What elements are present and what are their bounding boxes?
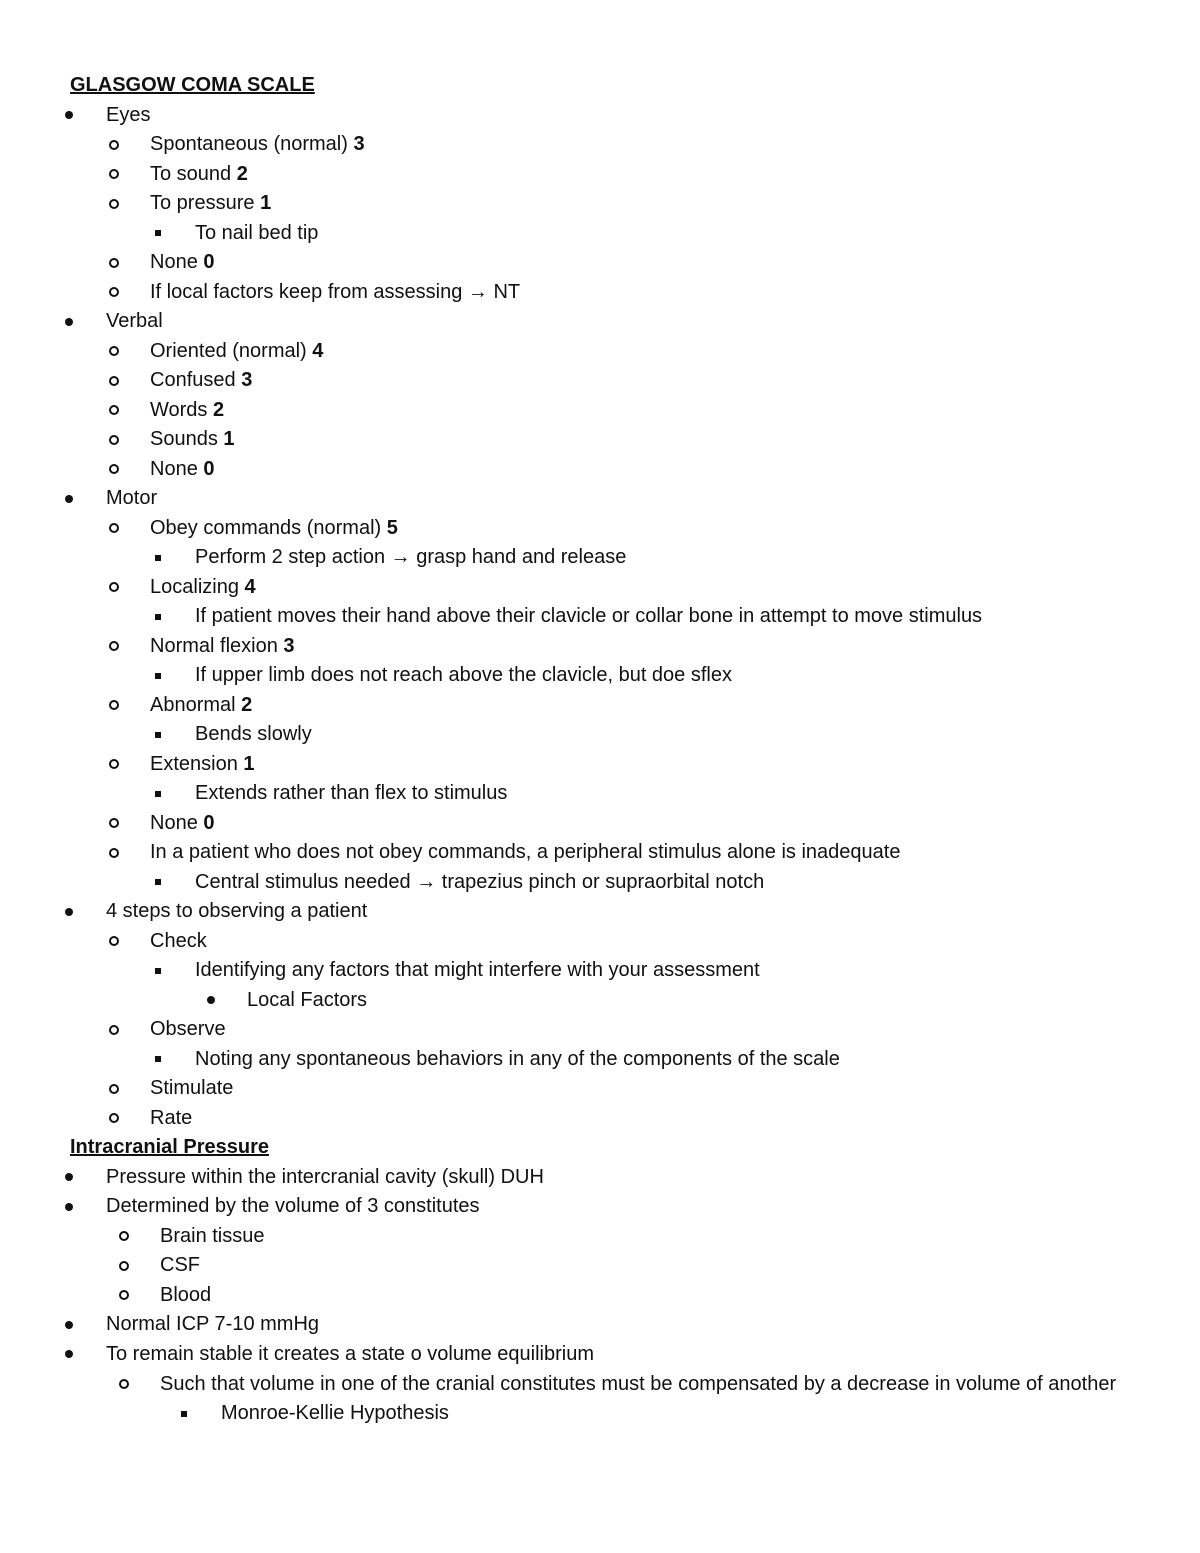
item-label: Oriented (normal) bbox=[150, 339, 307, 362]
list-item-text bbox=[0, 1310, 1200, 1340]
item-label: Words bbox=[150, 398, 208, 421]
item-label: Brain tissue bbox=[160, 1224, 265, 1247]
list-item bbox=[0, 248, 1200, 278]
list-item-text bbox=[0, 189, 1200, 219]
list-item-text bbox=[0, 248, 1200, 278]
score-value: 1 bbox=[260, 192, 272, 214]
list-item-text bbox=[0, 956, 1200, 986]
list-item bbox=[0, 1074, 1200, 1104]
item-label: 4 steps to observing a patient bbox=[106, 900, 368, 922]
item-label: Normal ICP 7-10 mmHg bbox=[106, 1313, 320, 1335]
bullet-circle-icon bbox=[117, 1251, 131, 1281]
list-item bbox=[0, 632, 1200, 662]
item-label: In a patient who does not obey commands, a peripheral stimulus alone is inadequate bbox=[150, 841, 901, 863]
list-item-text bbox=[0, 1074, 1200, 1104]
section-heading: Intracranial Pressure bbox=[70, 1136, 269, 1158]
bullet-circle-icon bbox=[107, 632, 121, 662]
list-item bbox=[0, 1369, 1200, 1399]
score-value: 4 bbox=[312, 339, 324, 362]
bullet-circle-icon bbox=[107, 425, 121, 455]
bullet-circle-icon bbox=[107, 248, 121, 278]
bullet-square-icon bbox=[151, 602, 165, 632]
list-item bbox=[0, 602, 1200, 632]
item-label: Blood bbox=[160, 1283, 212, 1306]
list-item-text bbox=[0, 130, 1200, 160]
item-label: Sounds bbox=[150, 428, 218, 450]
item-label: Verbal bbox=[106, 310, 163, 332]
item-label: Noting any spontaneous behaviors in any of the components of the scale bbox=[195, 1047, 840, 1070]
list-item bbox=[0, 868, 1200, 898]
item-label: Central stimulus needed → trapezius pinch or supraorbital notch bbox=[195, 870, 765, 893]
list-item-text bbox=[0, 514, 1200, 544]
list-item bbox=[0, 1251, 1200, 1281]
item-label: None bbox=[150, 251, 198, 273]
bullet-circle-icon bbox=[107, 750, 121, 780]
list-item bbox=[0, 779, 1200, 809]
list-item-text bbox=[0, 868, 1200, 898]
list-item-text bbox=[0, 779, 1200, 809]
bullet-circle-icon bbox=[107, 396, 121, 426]
list-item bbox=[0, 101, 1200, 131]
list-item bbox=[0, 514, 1200, 544]
item-label: Perform 2 step action → grasp hand and release bbox=[195, 546, 627, 568]
list-item bbox=[0, 1104, 1200, 1134]
bullet-disc-icon bbox=[62, 1192, 76, 1222]
item-label: Extends rather than flex to stimulus bbox=[195, 782, 508, 804]
item-label: Check bbox=[150, 929, 207, 952]
list-item-text bbox=[0, 1281, 1200, 1311]
list-item bbox=[0, 956, 1200, 986]
item-label: If patient moves their hand above their clavicle or collar bone in attempt to move stimulus bbox=[195, 605, 983, 627]
bullet-disc-icon bbox=[62, 307, 76, 337]
list-item bbox=[0, 130, 1200, 160]
score-value: 0 bbox=[203, 811, 215, 834]
bullet-square-icon bbox=[151, 779, 165, 809]
item-label: Such that volume in one of the cranial constitutes must be compensated by a decrease in volume of another bbox=[160, 1373, 1117, 1395]
list-item bbox=[0, 661, 1200, 691]
bullet-circle-icon bbox=[107, 337, 121, 367]
list-item-text bbox=[0, 691, 1200, 721]
score-value: 2 bbox=[241, 693, 253, 716]
bullet-circle-icon bbox=[107, 130, 121, 160]
list-item bbox=[0, 455, 1200, 485]
bullet-circle-icon bbox=[117, 1281, 131, 1311]
item-label: Motor bbox=[106, 487, 158, 509]
section-heading: GLASGOW COMA SCALE bbox=[70, 74, 315, 96]
list-item-text bbox=[0, 1163, 1200, 1193]
list-item-text bbox=[0, 278, 1200, 308]
bullet-disc-icon bbox=[62, 101, 76, 131]
item-label: Spontaneous (normal) bbox=[150, 133, 348, 155]
list-item-text bbox=[0, 897, 1200, 927]
list-item bbox=[0, 543, 1200, 573]
list-item-text bbox=[0, 366, 1200, 396]
document-page bbox=[0, 71, 1200, 1429]
list-item-text bbox=[0, 219, 1200, 249]
list-item-text bbox=[0, 484, 1200, 514]
bullet-circle-icon bbox=[107, 160, 121, 190]
list-item bbox=[0, 1045, 1200, 1075]
item-label: If local factors keep from assessing → NT bbox=[150, 280, 521, 303]
list-item bbox=[0, 1399, 1200, 1429]
list-item-text bbox=[0, 573, 1200, 603]
bullet-disc-icon bbox=[62, 1163, 76, 1193]
bullet-circle-icon bbox=[107, 838, 121, 868]
item-label: Localizing bbox=[150, 575, 239, 598]
list-item-text bbox=[0, 838, 1200, 868]
score-value: 4 bbox=[244, 575, 256, 598]
list-item bbox=[0, 337, 1200, 367]
item-label: Local Factors bbox=[247, 988, 368, 1011]
item-label: None bbox=[150, 811, 198, 834]
list-item-text bbox=[0, 986, 1200, 1016]
list-item-text bbox=[0, 927, 1200, 957]
list-item bbox=[0, 1310, 1200, 1340]
bullet-circle-icon bbox=[107, 927, 121, 957]
list-item-text bbox=[0, 396, 1200, 426]
score-value: 2 bbox=[236, 162, 248, 185]
list-item-text bbox=[0, 455, 1200, 485]
item-label: Confused bbox=[150, 369, 236, 391]
bullet-square-icon bbox=[151, 956, 165, 986]
list-item bbox=[0, 278, 1200, 308]
score-value: 0 bbox=[203, 457, 215, 480]
list-item bbox=[0, 307, 1200, 337]
list-item bbox=[0, 160, 1200, 190]
list-item-text bbox=[0, 1340, 1200, 1370]
score-value: 1 bbox=[243, 752, 255, 775]
bullet-disc-icon bbox=[204, 986, 218, 1016]
item-label: To pressure bbox=[150, 192, 255, 214]
list-item bbox=[0, 927, 1200, 957]
list-item-text bbox=[0, 750, 1200, 780]
list-item-text bbox=[0, 632, 1200, 662]
score-value: 0 bbox=[203, 251, 215, 273]
list-item-text bbox=[0, 720, 1200, 750]
score-value: 1 bbox=[223, 428, 235, 450]
score-value: 3 bbox=[283, 634, 295, 657]
item-label: Determined by the volume of 3 constitutes bbox=[106, 1195, 480, 1217]
item-label: Observe bbox=[150, 1018, 226, 1040]
item-label: If upper limb does not reach above the clavicle, but doe sflex bbox=[195, 664, 732, 686]
list-item-text bbox=[0, 809, 1200, 839]
bullet-circle-icon bbox=[117, 1369, 131, 1399]
bullet-circle-icon bbox=[107, 455, 121, 485]
bullet-square-icon bbox=[177, 1399, 191, 1429]
item-label: Pressure within the intercranial cavity (skull) DUH bbox=[106, 1165, 544, 1188]
bullet-square-icon bbox=[151, 543, 165, 573]
bullet-square-icon bbox=[151, 219, 165, 249]
list-item-text bbox=[0, 1015, 1200, 1045]
list-item bbox=[0, 1281, 1200, 1311]
bullet-circle-icon bbox=[117, 1222, 131, 1252]
bullet-circle-icon bbox=[107, 691, 121, 721]
list-item bbox=[0, 366, 1200, 396]
item-label: CSF bbox=[160, 1254, 200, 1276]
score-value: 3 bbox=[353, 133, 365, 155]
list-item bbox=[0, 720, 1200, 750]
list-item bbox=[0, 809, 1200, 839]
bullet-circle-icon bbox=[107, 366, 121, 396]
bullet-square-icon bbox=[151, 868, 165, 898]
bullet-disc-icon bbox=[62, 897, 76, 927]
list-item bbox=[0, 219, 1200, 249]
list-item-text bbox=[0, 1251, 1200, 1281]
list-item-text bbox=[0, 1192, 1200, 1222]
item-label: Abnormal bbox=[150, 693, 236, 716]
list-item-text bbox=[0, 602, 1200, 632]
list-item bbox=[0, 484, 1200, 514]
list-item-text bbox=[0, 1104, 1200, 1134]
list-item bbox=[0, 1192, 1200, 1222]
list-item-text bbox=[0, 337, 1200, 367]
item-label: Stimulate bbox=[150, 1077, 234, 1099]
bullet-circle-icon bbox=[107, 514, 121, 544]
list-item bbox=[0, 838, 1200, 868]
item-label: Normal flexion bbox=[150, 634, 278, 657]
item-label: Eyes bbox=[106, 103, 151, 126]
list-item bbox=[0, 986, 1200, 1016]
bullet-circle-icon bbox=[107, 1104, 121, 1134]
item-label: To sound bbox=[150, 162, 232, 185]
list-item bbox=[0, 425, 1200, 455]
list-item-text bbox=[0, 1222, 1200, 1252]
bullet-circle-icon bbox=[107, 1074, 121, 1104]
list-item bbox=[0, 396, 1200, 426]
item-label: None bbox=[150, 457, 198, 480]
list-item bbox=[0, 691, 1200, 721]
bullet-disc-icon bbox=[62, 484, 76, 514]
item-label: Obey commands (normal) bbox=[150, 516, 387, 539]
bullet-circle-icon bbox=[107, 189, 121, 219]
list-item bbox=[0, 1163, 1200, 1193]
item-label: Identifying any factors that might interfere with your assessment bbox=[195, 959, 760, 981]
item-label: Rate bbox=[150, 1106, 193, 1129]
bullet-circle-icon bbox=[107, 809, 121, 839]
item-label: Monroe-Kellie Hypothesis bbox=[221, 1402, 449, 1424]
list-item-text bbox=[0, 543, 1200, 573]
bullet-circle-icon bbox=[107, 1015, 121, 1045]
list-item-text bbox=[0, 101, 1200, 131]
score-value: 3 bbox=[241, 369, 253, 391]
bullet-circle-icon bbox=[107, 573, 121, 603]
list-item-text bbox=[0, 160, 1200, 190]
list-item bbox=[0, 750, 1200, 780]
bullet-square-icon bbox=[151, 1045, 165, 1075]
list-item bbox=[0, 573, 1200, 603]
bullet-disc-icon bbox=[62, 1310, 76, 1340]
list-item bbox=[0, 1015, 1200, 1045]
list-item bbox=[0, 897, 1200, 927]
score-value: 5 bbox=[386, 516, 398, 539]
item-label: To nail bed tip bbox=[195, 221, 319, 244]
list-item-text bbox=[0, 425, 1200, 455]
item-label: To remain stable it creates a state o volume equilibrium bbox=[106, 1342, 595, 1365]
list-item-text bbox=[0, 1370, 1200, 1398]
list-item bbox=[0, 1340, 1200, 1370]
list-item bbox=[0, 189, 1200, 219]
score-value: 2 bbox=[212, 398, 225, 421]
bullet-disc-icon bbox=[62, 1340, 76, 1370]
list-item-text bbox=[0, 1045, 1200, 1075]
list-item-text bbox=[0, 307, 1200, 337]
item-label: Extension bbox=[150, 752, 238, 775]
list-item-text bbox=[0, 661, 1200, 691]
bullet-square-icon bbox=[151, 720, 165, 750]
bullet-square-icon bbox=[151, 661, 165, 691]
item-label: Bends slowly bbox=[195, 723, 312, 745]
list-item bbox=[0, 1222, 1200, 1252]
bullet-circle-icon bbox=[107, 278, 121, 308]
